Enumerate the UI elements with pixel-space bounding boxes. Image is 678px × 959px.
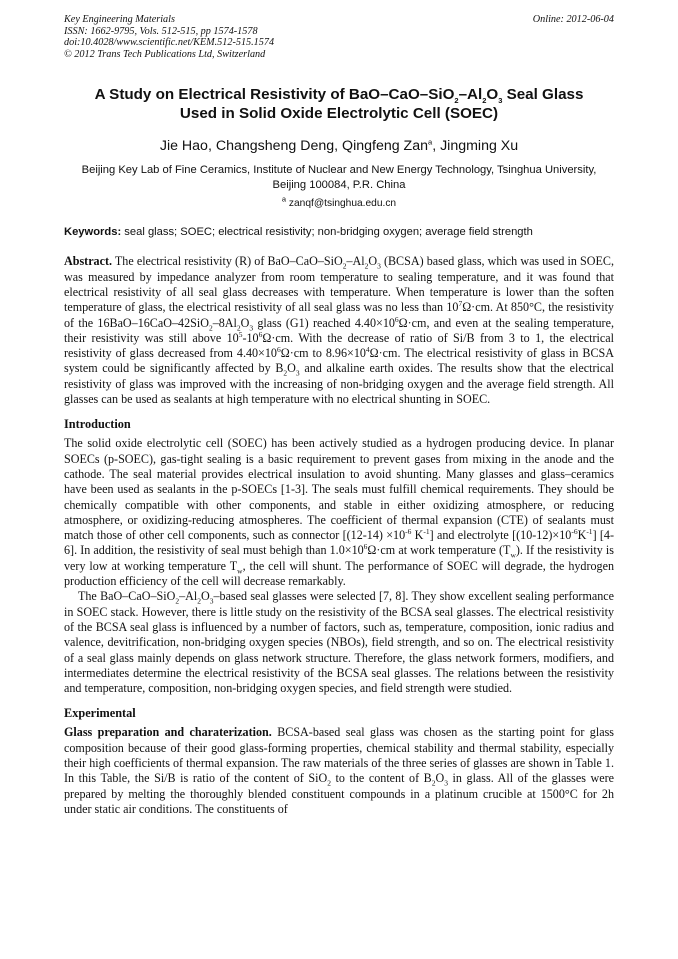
author-list: Jie Hao, Changsheng Deng, Qingfeng Zan$^a$, Jingming Xu (159, 137, 519, 155)
corresponding-email: $^a$ zanqf@tsinghua.edu.cn (281, 194, 397, 210)
journal-copyright: © 2012 Trans Tech Publications Ltd, Switzerland (64, 48, 266, 60)
introduction-paragraph-2: The BaO–$CaO-SiO_2-Al_2O_3$–based seal glasses were selected [7, 8]. They show excellent sealing performance in SOEC stack. However, there is little study on the resistivity of the BCSA seal glasses. The electrical resistivity of the BCSA seal glass is influenced by a number of factors, such as, temperature, composition, ionic radius and valence, devitrification, non-bridging oxygen species (NBOs), field strength, and so on. The electrical resistivity of a seal glass mainly depends on glass network structure. Therefore, the glass network formers, modifiers, and intermediates determine the electrical resistivity of the BCSA seal glasses. The relations between the resistivity and temperature, composition, non-bridging oxygen species, and field strength were studied. (64, 589, 614, 696)
journal-header (64, 14, 614, 60)
introduction-paragraph-1: The solid oxide electrolytic cell (SOEC) has been actively studied as a hydrogen producing device. In planar SOECs (p-SOEC), gas-tight sealing is a basic requirement to prevent gases from mixing in the anode and the cathode. The seal material provides electrical insulation to avoid shunting. Many glasses and glass–ceramics have been used as sealants in the p-SOECs [1-3]. The seals must fulfill chemical requirements. They should be chemically compatible with other components, and stable in either oxidizing atmosphere, or reducing atmosphere, or oxidizing-reducing atmospheres. The coefficient of thermal expansion (CTE) of sealants must match those of other cell components, such as connector [$(12-14) \times 10^{-6}$ $K^{-1}$] and electrolyte $[(10-12)\times 10^{-6}K^{-1}]$ [4-6]. In addition, the resistivity of seal must behigh than $1.0\times 10^6\Omega\cdot cm$ at work temperature $(T_w)$. If the resistivity is very low at working temperature $T_w$, the cell will shunt. The performance of SOEC will degrade, the hydrogen production efficiency of the cell will decrease remarkably. (64, 436, 615, 589)
affiliation: Beijing Key Lab of Fine Ceramics, Institute of Nuclear and New Energy Technology, Tsinghua University, Beijing 100084, P.R. China (81, 164, 597, 192)
paper-title: A Study on Electrical Resistivity of BaO–$CaO-SiO_2-Al_2O_3$ Seal Glass Used in Solid Oxide Electrolytic Cell (SOEC) (94, 86, 584, 123)
journal-name: Key Engineering Materials (64, 14, 175, 25)
keywords: Keywords: seal glass; SOEC; electrical resistivity; non-bridging oxygen; average field strength (64, 226, 533, 239)
abstract: Abstract. The electrical resistivity (R) of BaO–$CaO-SiO_2-Al_2O_3$ (BCSA) based glass, which was used in SOEC, was measured by impedance analyzer from room temperature to sealing temperature, and it was found that electrical resistivity of all seal glass decreases with temperature. When temperature is lower than the soften temperature of glass, the electrical resistivity of all seal glass was no less than $10^7\Omega\cdot cm$. At 850°C, the resistivity of the $16BaO-16CaO-42SiO_2-8Al_2O_3$ glass (G1) reached $4.40\times 10^6\Omega\cdot cm$, and even at the sealing temperature, their resistivity was still above $10^5-10^6\Omega\cdot cm$. With the decrease of ratio of Si/B from 3 to 1, the electrical resistivity of glass decreased from $4.40\times 10^6\Omega\cdot cm$ to $8.96\times 10^4\Omega\cdot cm$. The electrical resistivity of glass in BCSA system could be significantly affected by $B_2O_3$ and alkaline earth oxides. The results show that the electrical resistivity of glass was improved with the increasing of non-bridging oxygen and the average field strength. All glasses can be used as sealants at high temperature with no electrical shunting in SOEC. (64, 254, 615, 407)
journal-issn: ISSN: 1662-9795, Vols. 512-515, pp 1574-1578 (64, 25, 258, 37)
journal-doi: doi:10.4028/www.scientific.net/KEM.512-515.1574 (64, 37, 275, 49)
section-heading-introduction: Introduction (64, 417, 131, 432)
section-heading-experimental: Experimental (64, 706, 136, 721)
subsection-heading: Glass preparation and charaterization. (64, 725, 272, 740)
online-date: Online: 2012-06-04 (532, 14, 614, 25)
experimental-paragraph-1: Glass preparation and charaterization. BCSA-based seal glass was chosen as the starting point for glass composition because of their good glass-forming properties, chemical stability and thermal stability, especially their high coefficients of thermal expansion. The raw materials of the three series of glasses are shown in Table 1. In this Table, the Si/B is ratio of the content of SiO$_2$ to the content of $B_2O_3$ in glass. All of the glasses were prepared by melting the thoroughly blended constituent compounds in a platinum crucible at 1500°C for 2h under static air conditions. The constituents of (64, 725, 614, 816)
